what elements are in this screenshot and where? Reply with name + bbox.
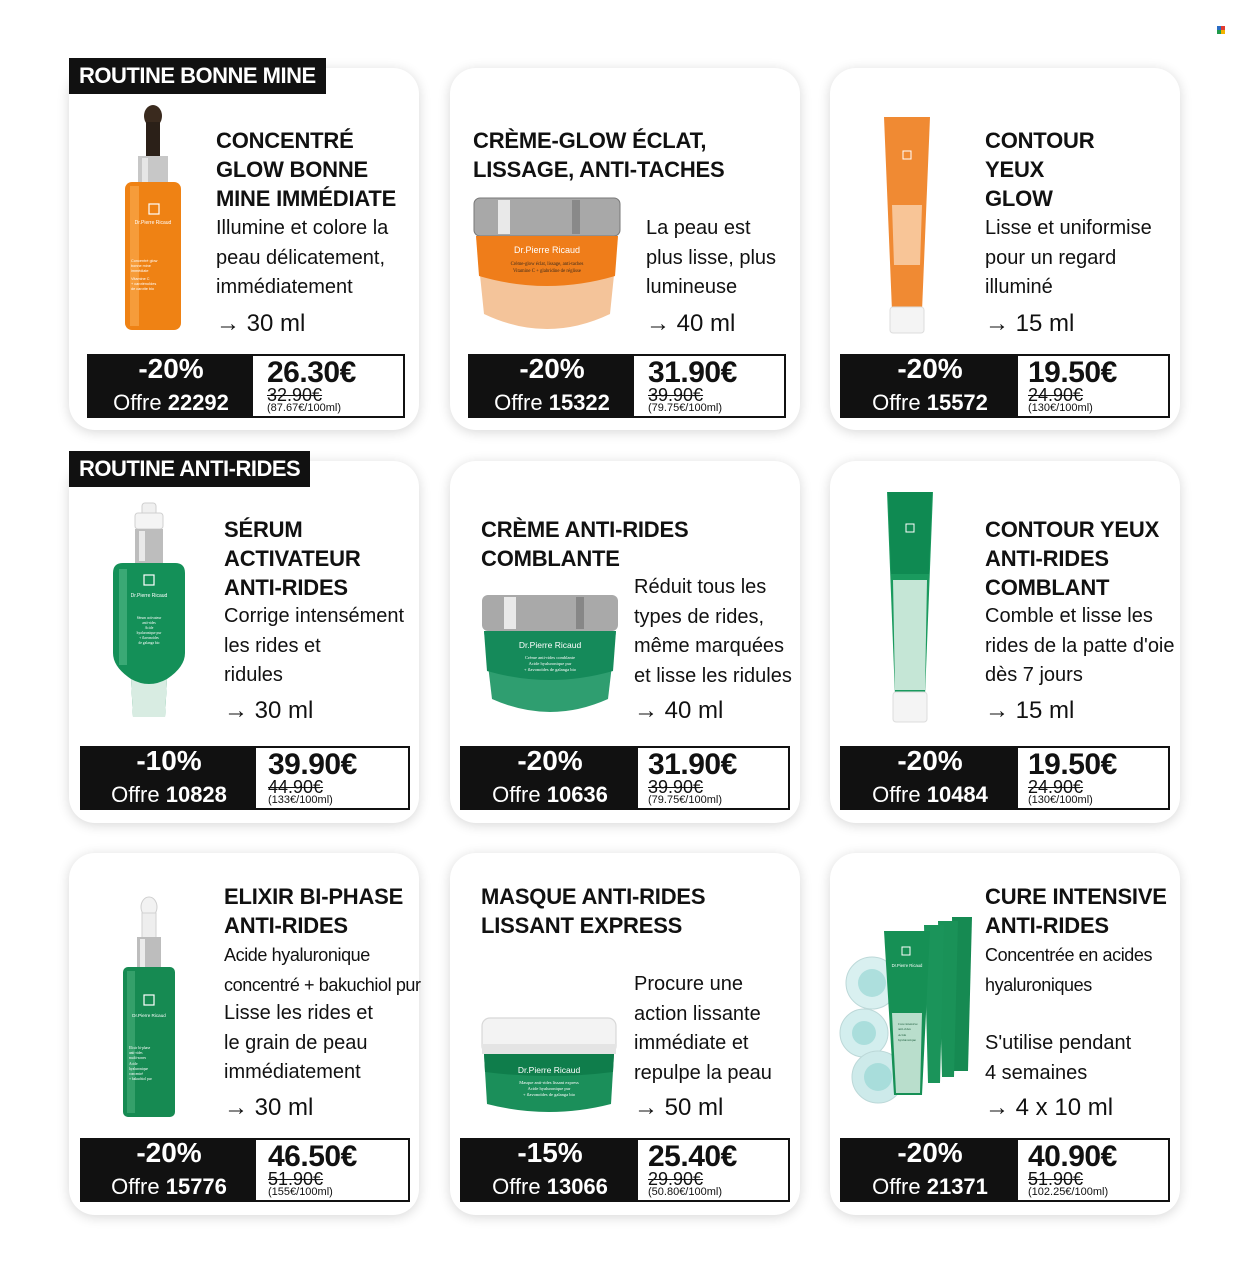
product-label-brand: Dr.Pierre Ricaud xyxy=(134,220,172,226)
offer-code: Offre 10636 xyxy=(492,782,608,807)
original-price: 24.90€ xyxy=(1028,777,1084,797)
offer-code: Offre 10484 xyxy=(872,782,988,807)
original-price: 32.90€ xyxy=(267,385,323,405)
discount-badge xyxy=(462,1137,638,1200)
product-description: S'utilise pendant 4 semaines xyxy=(985,1032,1132,1084)
product-label-line: concentré xyxy=(129,1072,143,1076)
product-label-line: Acide xyxy=(144,626,154,630)
product-label-line: anti-rides xyxy=(129,1051,143,1055)
product-description: La peau est plus lisse, plus lumineuse xyxy=(646,217,777,298)
product-card[interactable] xyxy=(69,68,419,430)
product-image xyxy=(842,913,978,1109)
product-image xyxy=(472,196,622,344)
product-label-line: hyaluronique xyxy=(898,1038,916,1042)
price-box xyxy=(87,354,405,418)
unit-price: (133€/100ml) xyxy=(268,794,333,806)
sale-price: 19.50€ xyxy=(1028,748,1117,781)
sale-price: 46.50€ xyxy=(268,1140,357,1173)
offer-code: Offre 15776 xyxy=(111,1174,227,1199)
routine-label-bonne-mine: ROUTINE BONNE MINE xyxy=(69,58,326,94)
original-price: 51.90€ xyxy=(268,1169,324,1189)
product-label xyxy=(518,1065,581,1097)
product-label-line: Acide xyxy=(129,1062,138,1066)
original-price: 39.90€ xyxy=(648,385,704,405)
product-name: SÉRUM ACTIVATEUR ANTI-RIDES xyxy=(224,517,361,600)
logo-mark xyxy=(1217,26,1225,34)
product-label-line: de carotte bio xyxy=(131,287,155,291)
product-quantity: → 15 ml xyxy=(985,310,1075,337)
product-quantity: → 40 ml xyxy=(646,310,736,337)
discount-percent: -10% xyxy=(136,745,202,776)
routine-label-anti-rides: ROUTINE ANTI-RIDES xyxy=(69,451,310,487)
discount-badge xyxy=(470,353,634,416)
product-label-line: de galanga bio xyxy=(138,641,160,645)
product-label-brand: Dr.Pierre Ricaud xyxy=(132,1013,166,1018)
discount-percent: -20% xyxy=(517,745,583,776)
product-description: Lisse les rides et le grain de peau immédiatement xyxy=(224,1002,373,1083)
product-card[interactable] xyxy=(69,853,419,1215)
product-name: CRÈME-GLOW ÉCLAT, LISSAGE, ANTI-TACHES xyxy=(473,128,725,182)
product-name: CONTOUR YEUX ANTI-RIDES COMBLANT xyxy=(985,517,1160,600)
offer-code: Offre 10828 xyxy=(111,782,227,807)
unit-price: (130€/100ml) xyxy=(1028,794,1093,806)
product-quantity: → 40 ml xyxy=(634,697,724,724)
discount-percent: -20% xyxy=(897,1137,963,1168)
sale-price: 31.90€ xyxy=(648,356,737,389)
discount-percent: -20% xyxy=(897,353,963,384)
product-label xyxy=(519,640,582,672)
offer-code: Offre 15322 xyxy=(494,390,610,415)
price-box xyxy=(80,746,410,810)
unit-price: (155€/100ml) xyxy=(268,1186,333,1198)
discount-badge xyxy=(89,353,253,416)
product-card[interactable] xyxy=(450,853,800,1215)
product-card[interactable] xyxy=(830,461,1180,823)
product-name: ELIXIR BI-PHASE ANTI-RIDES xyxy=(224,884,404,938)
offer-code: Offre 22292 xyxy=(113,390,229,415)
product-label-line: Sérum activateur xyxy=(136,616,162,620)
product-label-line: Vitamine C xyxy=(131,277,150,281)
product-label-brand: Dr.Pierre Ricaud xyxy=(130,593,168,599)
product-quantity: → 15 ml xyxy=(985,697,1075,724)
unit-price: (130€/100ml) xyxy=(1028,402,1093,414)
discount-badge xyxy=(842,745,1018,808)
sale-price: 40.90€ xyxy=(1028,1140,1117,1173)
product-name: CURE INTENSIVE ANTI-RIDES xyxy=(985,884,1167,938)
product-label-line: multi-zones xyxy=(129,1056,146,1060)
product-image xyxy=(111,503,187,725)
original-price: 29.90€ xyxy=(648,1169,704,1189)
offer-code: Offre 15572 xyxy=(872,390,988,415)
sale-price: 19.50€ xyxy=(1028,356,1117,389)
unit-price: (79.75€/100ml) xyxy=(648,794,722,806)
discount-percent: -20% xyxy=(519,353,585,384)
product-description: Procure une action lissante immédiate et repulpe la peau xyxy=(634,973,772,1084)
price-box xyxy=(460,746,790,810)
product-quantity: → 30 ml xyxy=(224,697,314,724)
product-image xyxy=(882,115,932,335)
price-box xyxy=(840,746,1170,810)
product-label-line: + bakuchiol pur xyxy=(129,1077,152,1081)
product-image xyxy=(121,104,185,334)
original-price: 44.90€ xyxy=(268,777,324,797)
price-box xyxy=(840,354,1170,418)
product-description: Corrige intensément les rides et ridules xyxy=(224,605,405,686)
product-label-line: Acide hyaluronique pur xyxy=(527,1086,571,1091)
product-description: Comble et lisse les rides de la patte d'oie dès 7 jours xyxy=(985,605,1175,686)
discount-percent: -20% xyxy=(136,1137,202,1168)
product-label-line: Elixir bi-phase xyxy=(129,1046,151,1050)
product-image xyxy=(480,1016,618,1118)
product-label-line: anti-rides xyxy=(898,1027,911,1031)
sale-price: 39.90€ xyxy=(268,748,357,781)
product-label-line: Acide hyaluronique pur xyxy=(528,661,572,666)
product-description: Acide hyaluronique concentré + bakuchiol pur xyxy=(224,945,421,995)
product-label-line: Masque anti-rides lissant express xyxy=(519,1080,579,1085)
product-label-brand: Dr.Pierre Ricaud xyxy=(891,963,923,968)
product-description: Lisse et uniformise pour un regard illuminé xyxy=(985,217,1152,298)
product-label-line: Cure intensive xyxy=(898,1022,918,1026)
product-name: CONCENTRÉ GLOW BONNE MINE IMMÉDIATE xyxy=(216,128,397,211)
discount-badge xyxy=(82,745,256,808)
product-card[interactable] xyxy=(830,853,1180,1215)
product-label-line: + flavonoïdes xyxy=(139,636,159,640)
product-quantity: → 4 x 10 ml xyxy=(985,1094,1114,1121)
sale-price: 26.30€ xyxy=(267,356,356,389)
product-image xyxy=(119,897,179,1119)
product-label-line: Acide xyxy=(898,1033,907,1037)
product-label-line: + caroténoïdes xyxy=(131,282,157,286)
unit-price: (87.67€/100ml) xyxy=(267,402,341,414)
unit-price: (102.25€/100ml) xyxy=(1028,1186,1109,1198)
product-label-brand: Dr.Pierre Ricaud xyxy=(513,245,581,255)
sale-price: 31.90€ xyxy=(648,748,737,781)
product-image xyxy=(885,490,935,724)
price-box xyxy=(468,354,786,418)
product-label-line: hyaluronique pur xyxy=(136,631,162,635)
price-box xyxy=(80,1138,410,1202)
discount-badge xyxy=(82,1137,256,1200)
product-label-line: + flavonoïdes de galanga bio xyxy=(522,1092,576,1097)
original-price: 24.90€ xyxy=(1028,385,1084,405)
product-image xyxy=(480,593,620,725)
discount-percent: -20% xyxy=(138,353,204,384)
original-price: 51.90€ xyxy=(1028,1169,1084,1189)
product-description: Illumine et colore la peau délicatement, immédiatement xyxy=(216,217,389,298)
product-card[interactable] xyxy=(830,68,1180,430)
product-description: Réduit tous les types de rides, même marquées et lisse les ridules xyxy=(634,576,792,687)
unit-price: (50.80€/100ml) xyxy=(648,1186,722,1198)
product-name: CRÈME ANTI-RIDES COMBLANTE xyxy=(481,517,689,571)
product-quantity: → 30 ml xyxy=(216,310,306,337)
product-description: Concentrée en acides hyaluroniques xyxy=(985,945,1153,995)
offer-code: Offre 13066 xyxy=(492,1174,608,1199)
product-card[interactable] xyxy=(69,461,419,823)
original-price: 39.90€ xyxy=(648,777,704,797)
product-label-line: hyaluronique xyxy=(129,1067,148,1071)
unit-price: (79.75€/100ml) xyxy=(648,402,722,414)
discount-badge xyxy=(842,353,1018,416)
discount-percent: -15% xyxy=(517,1137,583,1168)
product-label-brand: Dr.Pierre Ricaud xyxy=(517,1065,581,1075)
product-quantity: → 50 ml xyxy=(634,1094,724,1121)
product-name: CONTOUR YEUX GLOW xyxy=(985,128,1095,211)
product-label-line: + flavonoïdes de galanga bio xyxy=(523,667,577,672)
product-label-line: Crème anti-rides comblante xyxy=(525,655,575,660)
product-label-brand: Dr.Pierre Ricaud xyxy=(518,640,582,650)
product-label-line: immédiate xyxy=(131,269,149,273)
product-card[interactable] xyxy=(450,68,800,430)
price-box xyxy=(840,1138,1170,1202)
sale-price: 25.40€ xyxy=(648,1140,737,1173)
product-card[interactable] xyxy=(450,461,800,823)
discount-badge xyxy=(842,1137,1018,1200)
product-label-line: Concentré glow xyxy=(131,259,158,263)
product-label-line: Vitamine C + glabridine de réglisse xyxy=(512,269,582,274)
product-label-line: Crème-glow éclat, lissage, anti-taches xyxy=(510,262,584,267)
offer-code: Offre 21371 xyxy=(872,1174,988,1199)
product-label-line: anti-rides xyxy=(142,621,156,625)
product-name: MASQUE ANTI-RIDES LISSANT EXPRESS xyxy=(481,884,706,938)
product-label-line: bonne mine xyxy=(131,264,151,268)
discount-badge xyxy=(462,745,638,808)
price-box xyxy=(460,1138,790,1202)
discount-percent: -20% xyxy=(897,745,963,776)
product-quantity: → 30 ml xyxy=(224,1094,314,1121)
